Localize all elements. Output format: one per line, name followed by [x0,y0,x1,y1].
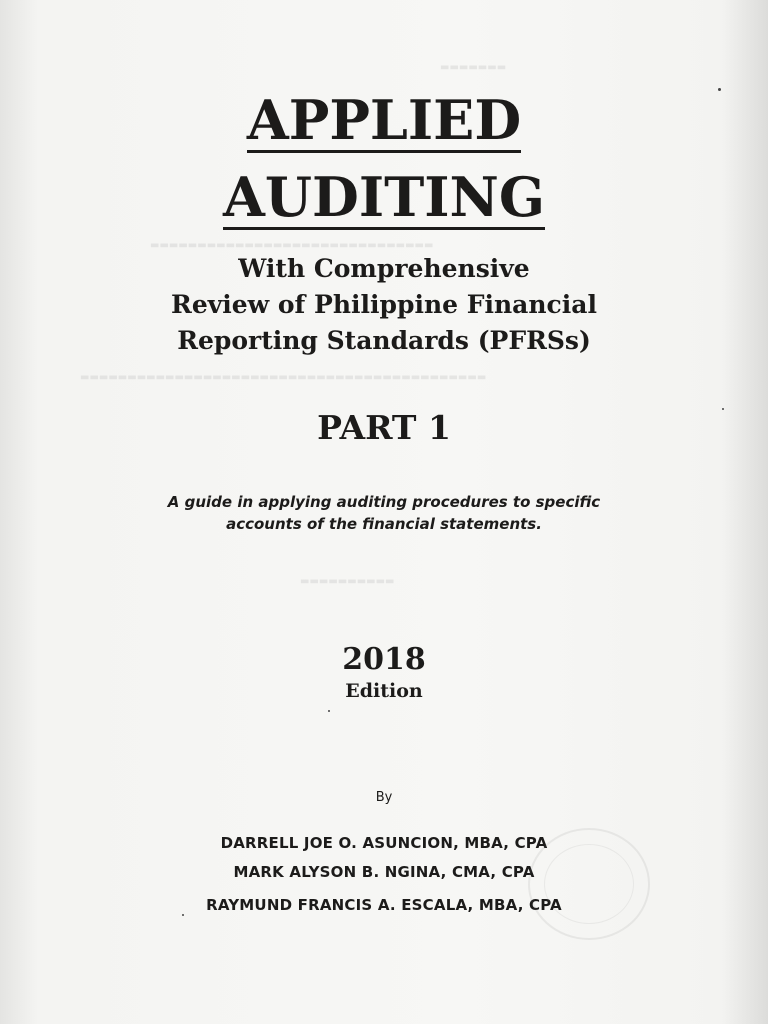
title-line-2: AUDITING [223,165,545,229]
show-through-mark: ▬▬▬▬▬▬▬▬▬▬▬▬▬▬▬▬▬▬▬▬▬▬▬▬▬▬▬▬▬▬▬▬▬▬▬▬▬▬▬▬▬▬▬ [80,372,487,383]
show-through-mark: ▬▬▬▬▬▬▬▬▬▬ [300,576,395,587]
guide-line-1: A guide in applying auditing procedures to specific [167,493,601,511]
subtitle-line-3: Reporting Standards (PFRSs) [177,326,591,355]
paper-speck [718,88,721,91]
paper-speck [722,408,724,410]
show-through-mark: ▬▬▬▬▬▬▬ [440,62,507,73]
title-line-1: APPLIED [246,88,522,152]
paper-speck [182,914,184,916]
guide-line-2: accounts of the financial statements. [226,515,542,533]
author-3: RAYMUND FRANCIS A. ESCALA, MBA, CPA [206,896,562,914]
edition-label: Edition [345,680,423,702]
author-1: DARRELL JOE O. ASUNCION, MBA, CPA [220,834,548,852]
part-label: PART 1 [317,408,451,447]
edition-year: 2018 [342,642,426,677]
subtitle-line-2: Review of Philippine Financial [171,290,597,319]
by-label: By [375,790,393,805]
author-2: MARK ALYSON B. NGINA, CMA, CPA [233,863,535,881]
subtitle-line-1: With Comprehensive [238,254,530,283]
guide-description [0,491,768,535]
show-through-mark: ▬▬▬▬▬▬▬▬▬▬▬▬▬▬▬▬▬▬▬▬▬▬▬▬▬▬▬▬▬▬ [150,240,434,251]
faint-stamp-seal [528,828,650,940]
paper-speck [328,710,330,712]
